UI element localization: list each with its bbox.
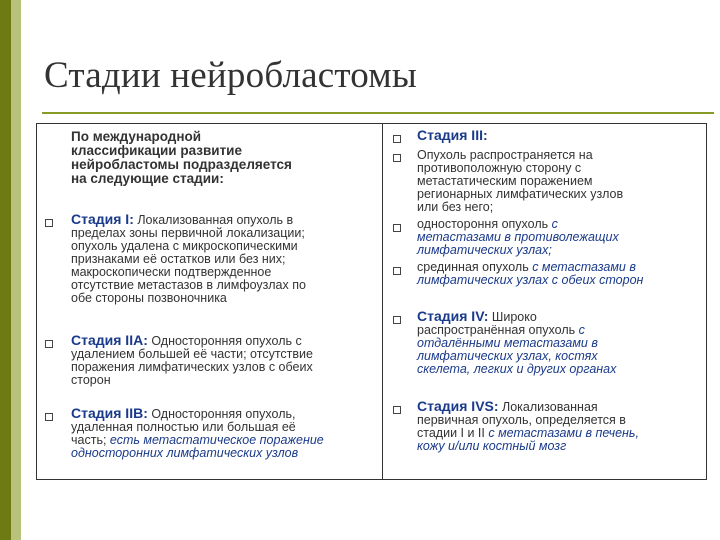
stage-3-item-2: [417, 218, 619, 257]
bullet-square-icon: [393, 135, 401, 143]
stage-3-line: метастатическим поражением: [417, 174, 593, 188]
stage-3-text: одностороння опухоль: [417, 217, 552, 231]
title-underline: [42, 112, 714, 114]
bullet-square-icon: [393, 267, 401, 275]
stage-2a-line: сторон: [71, 373, 111, 387]
column-divider: [382, 124, 383, 479]
intro-line: нейробластомы подразделяется: [71, 157, 292, 172]
bullet-square-icon: [393, 316, 401, 324]
intro-line: на следующие стадии:: [71, 171, 224, 186]
stage-2b-label: Стадия IIB:: [71, 405, 148, 421]
stage-3-text: срединная опухоль: [417, 260, 533, 274]
stage-3-italic-text: лимфатических узлах;: [417, 243, 552, 257]
stage-3-heading: [417, 129, 488, 142]
stage-2b-text: Односторонняя опухоль,: [147, 407, 296, 421]
stage-4s-text: Локализованная: [498, 400, 598, 414]
stage-4s-line: первичная опухоль, определяется в: [417, 413, 626, 427]
stage-2b-text: часть;: [71, 433, 110, 447]
bullet-square-icon: [45, 340, 53, 348]
stage-4-text: Широко: [488, 310, 537, 324]
intro-line: По международной: [71, 129, 202, 144]
stage-1-text: Локализованная опухоль в: [133, 213, 294, 227]
stage-1-paragraph: [71, 213, 306, 305]
stage-1-line: макроскопически подтвержденное: [71, 265, 272, 279]
stage-2a-text: Односторонняя опухоль с: [147, 334, 302, 348]
stage-1-line: пределах зоны первичной локализации;: [71, 226, 305, 240]
stage-4s-italic-text: с метастазами в печень,: [488, 426, 639, 440]
slide-title: Стадии нейробластомы: [44, 55, 417, 96]
stage-1-line: признаками её остатков или без них;: [71, 252, 286, 266]
stage-3-line: регионарных лимфатических узлов: [417, 187, 624, 201]
intro-paragraph: [71, 130, 292, 186]
stage-4-paragraph: [417, 310, 616, 376]
stage-2b-italic-text: односторонних лимфатических узлов: [71, 446, 299, 460]
stage-3-italic-text: с: [551, 217, 558, 231]
stage-3-line: или без него;: [417, 200, 494, 214]
bullet-square-icon: [45, 219, 53, 227]
bullet-square-icon: [393, 406, 401, 414]
stage-2a-paragraph: [71, 334, 313, 387]
stage-4s-label: Стадия IVS:: [417, 398, 499, 414]
stage-4-text: распространённая опухоль: [417, 323, 579, 337]
stage-3-item-3: [417, 261, 643, 287]
content-table: [36, 123, 707, 480]
stage-2b-italic-text: есть метастатическое поражение: [109, 433, 324, 447]
stage-3-line: Опухоль распространяется на: [417, 148, 593, 162]
bullet-square-icon: [45, 413, 53, 421]
intro-line: классификации развитие: [71, 143, 242, 158]
stage-4s-text: стадии I и II: [417, 426, 489, 440]
bullet-square-icon: [393, 224, 401, 232]
stage-2b-line: удаленная полностью или большая её: [71, 420, 296, 434]
stage-3-item-1: [417, 149, 623, 214]
side-stripe-light: [11, 0, 21, 540]
stage-3-italic-text: метастазами в противолежащих: [417, 230, 619, 244]
stage-4-italic-text: с: [578, 323, 585, 337]
stage-3-line: противоположную сторону с: [417, 161, 582, 175]
stage-3-italic-text: лимфатических узлах с обеих сторон: [417, 273, 644, 287]
side-stripe-dark: [0, 0, 11, 540]
stage-4-italic-text: отдалёнными метастазами в: [417, 336, 598, 350]
stage-1-line: обе стороны позвоночника: [71, 291, 227, 305]
stage-1-line: отсутствие метастазов в лимфоузлах по: [71, 278, 306, 292]
stage-4s-italic-text: кожу и/или костный мозг: [417, 439, 567, 453]
stage-2a-line: поражения лимфатических узлов с обеих: [71, 360, 313, 374]
stage-4s-paragraph: [417, 400, 639, 453]
bullet-square-icon: [393, 154, 401, 162]
stage-1-label: Стадия I:: [71, 211, 134, 227]
stage-3-italic-text: с метастазами в: [532, 260, 636, 274]
stage-2b-paragraph: [71, 407, 324, 460]
stage-4-italic-text: лимфатических узлах, костях: [417, 349, 598, 363]
stage-2a-label: Стадия IIA:: [71, 332, 148, 348]
stage-2a-line: удалением большей её части; отсутствие: [71, 347, 313, 361]
stage-1-line: опухоль удалена с микроскопическими: [71, 239, 298, 253]
stage-4-italic-text: скелета, легких и других органах: [417, 362, 617, 376]
stage-4-label: Стадия IV:: [417, 308, 489, 324]
stage-3-label: Стадия III:: [417, 127, 488, 143]
